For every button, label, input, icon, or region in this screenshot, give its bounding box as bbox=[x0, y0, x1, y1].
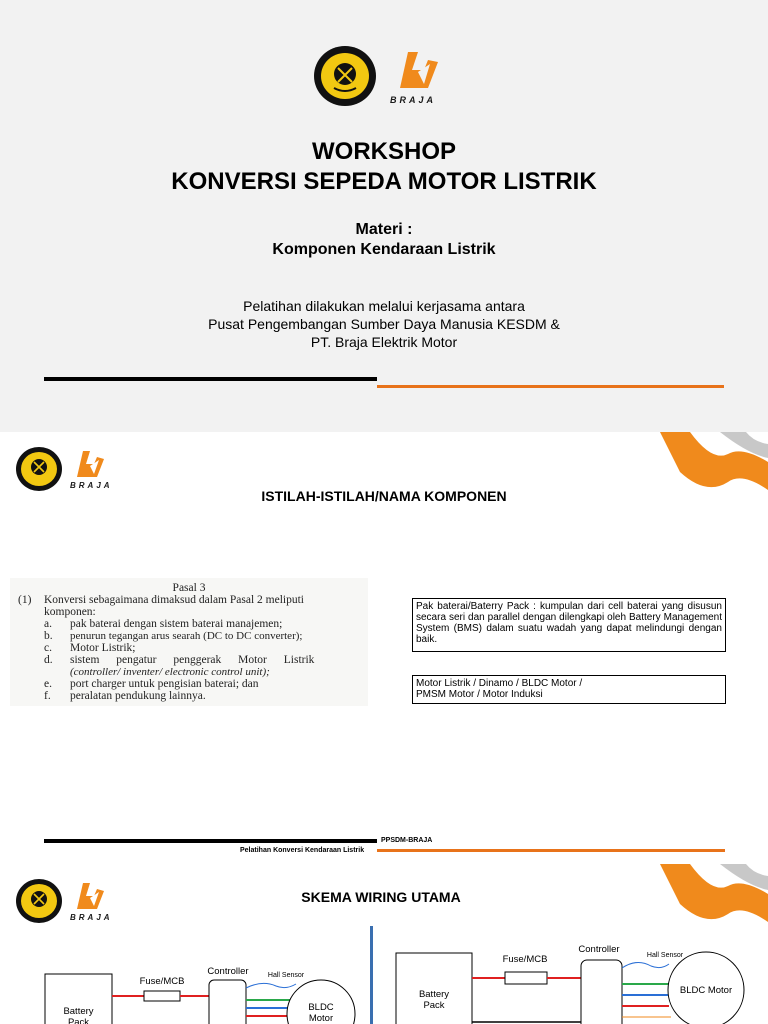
wiring-lines-left bbox=[0, 864, 370, 1024]
pasal-excerpt bbox=[10, 578, 368, 706]
controller-label-left: Controller bbox=[207, 966, 249, 977]
item-letter: e. bbox=[44, 678, 52, 690]
braja-wordmark: BRAJA bbox=[390, 95, 437, 105]
hall-sensor-label-left: Hall Sensor bbox=[267, 972, 305, 979]
fuse-label-left: Fuse/MCB bbox=[139, 976, 185, 987]
braja-wordmark: BRAJA bbox=[70, 481, 113, 490]
footer-org: PPSDM-BRAJA bbox=[381, 837, 433, 844]
wiring-diagram-right bbox=[373, 864, 768, 1024]
braja-logo bbox=[398, 50, 440, 92]
partnership-line-2: Pusat Pengembangan Sumber Daya Manusia KESDM & bbox=[208, 316, 560, 332]
footer-divider-dark bbox=[44, 839, 377, 843]
motor-label-line-1: BLDC bbox=[308, 1002, 334, 1013]
pasal-items bbox=[44, 618, 364, 702]
motor-label-right: BLDC Motor bbox=[679, 985, 733, 996]
kesdm-logo bbox=[312, 44, 378, 108]
motor-label-left bbox=[291, 1002, 351, 1024]
istilah-slide bbox=[0, 432, 768, 864]
fuse-label-right: Fuse/MCB bbox=[502, 954, 548, 965]
battery-label-line-2: Pack bbox=[423, 1000, 445, 1011]
materi-label: Materi : bbox=[355, 221, 413, 238]
divider-dark bbox=[44, 377, 377, 381]
divider-accent bbox=[377, 385, 724, 388]
wiring-slide bbox=[0, 864, 768, 1024]
motor-definition-line-1: Motor Listrik / Dinamo / BLDC Motor / bbox=[416, 678, 583, 689]
item-text: port charger untuk pengisian baterai; dan bbox=[70, 678, 259, 690]
partnership-line-3: PT. Braja Elektrik Motor bbox=[310, 334, 458, 350]
slide-heading: ISTILAH-ISTILAH/NAMA KOMPONEN bbox=[261, 488, 507, 504]
braja-logo bbox=[76, 450, 106, 480]
item-letter: d. bbox=[44, 654, 53, 666]
battery-label-line-1: Battery bbox=[418, 989, 450, 1000]
pasal-intro-2: komponen: bbox=[44, 606, 96, 618]
motor-definition bbox=[412, 675, 726, 704]
controller-label-right: Controller bbox=[578, 944, 620, 955]
workshop-subtitle: KONVERSI SEPEDA MOTOR LISTRIK bbox=[171, 168, 597, 195]
motor-label-line-2: Motor bbox=[308, 1013, 334, 1024]
footer-title: Pelatihan Konversi Kendaraan Listrik bbox=[240, 847, 365, 854]
corner-swoosh-decoration bbox=[650, 432, 768, 496]
item-text: peralatan pendukung lainnya. bbox=[70, 690, 206, 702]
braja-wordmark: BRAJA bbox=[70, 913, 113, 922]
item-text: penurun tegangan arus searah (DC to DC converter); bbox=[70, 630, 303, 642]
partnership-line-1: Pelatihan dilakukan melalui kerjasama antara bbox=[243, 298, 525, 314]
item-text: sistem pengatur penggerak Motor Listrik bbox=[70, 654, 315, 666]
footer-divider-accent bbox=[377, 849, 725, 852]
item-text: Motor Listrik; bbox=[70, 642, 136, 654]
item-letter: b. bbox=[44, 630, 53, 642]
motor-definition-line-2: PMSM Motor / Motor Induksi bbox=[416, 689, 543, 700]
partnership-text bbox=[0, 297, 768, 351]
item-text: pak baterai dengan sistem baterai manajemen; bbox=[70, 618, 283, 630]
battery-label-line-1: Battery bbox=[63, 1006, 94, 1017]
pasal-intro-1: Konversi sebagaimana dimaksud dalam Pasal 2 meliputi bbox=[44, 594, 304, 606]
battery-pack-label-right bbox=[396, 989, 472, 1011]
item-letter: f. bbox=[44, 690, 51, 702]
kesdm-logo bbox=[14, 446, 64, 492]
hall-sensor-label-right: Hall Sensor bbox=[646, 952, 684, 959]
item-letter: a. bbox=[44, 618, 52, 630]
item-letter bbox=[44, 666, 70, 678]
battery-label-line-2: Pack bbox=[67, 1017, 90, 1024]
slide-heading: SKEMA WIRING UTAMA bbox=[301, 889, 461, 905]
battery-pack-label-left bbox=[45, 1006, 112, 1024]
item-text: (controller/ inventer/ electronic control unit); bbox=[70, 666, 270, 678]
materi-topic: Komponen Kendaraan Listrik bbox=[272, 241, 496, 258]
pasal-number: (1) bbox=[18, 594, 32, 606]
pasal-title: Pasal 3 bbox=[172, 582, 206, 594]
item-letter: c. bbox=[44, 642, 52, 654]
wiring-diagram-left bbox=[0, 864, 370, 1024]
workshop-title: WORKSHOP bbox=[312, 138, 456, 165]
title-slide bbox=[0, 0, 768, 432]
battery-pack-definition: Pak baterai/Baterry Pack : kumpulan dari cell baterai yang disusun secara seri dan parallel dengan dilengkapi oleh Battery Management System (BMS) dalam suatu wadah yang dapat melindungi dengan baik. bbox=[412, 598, 726, 652]
